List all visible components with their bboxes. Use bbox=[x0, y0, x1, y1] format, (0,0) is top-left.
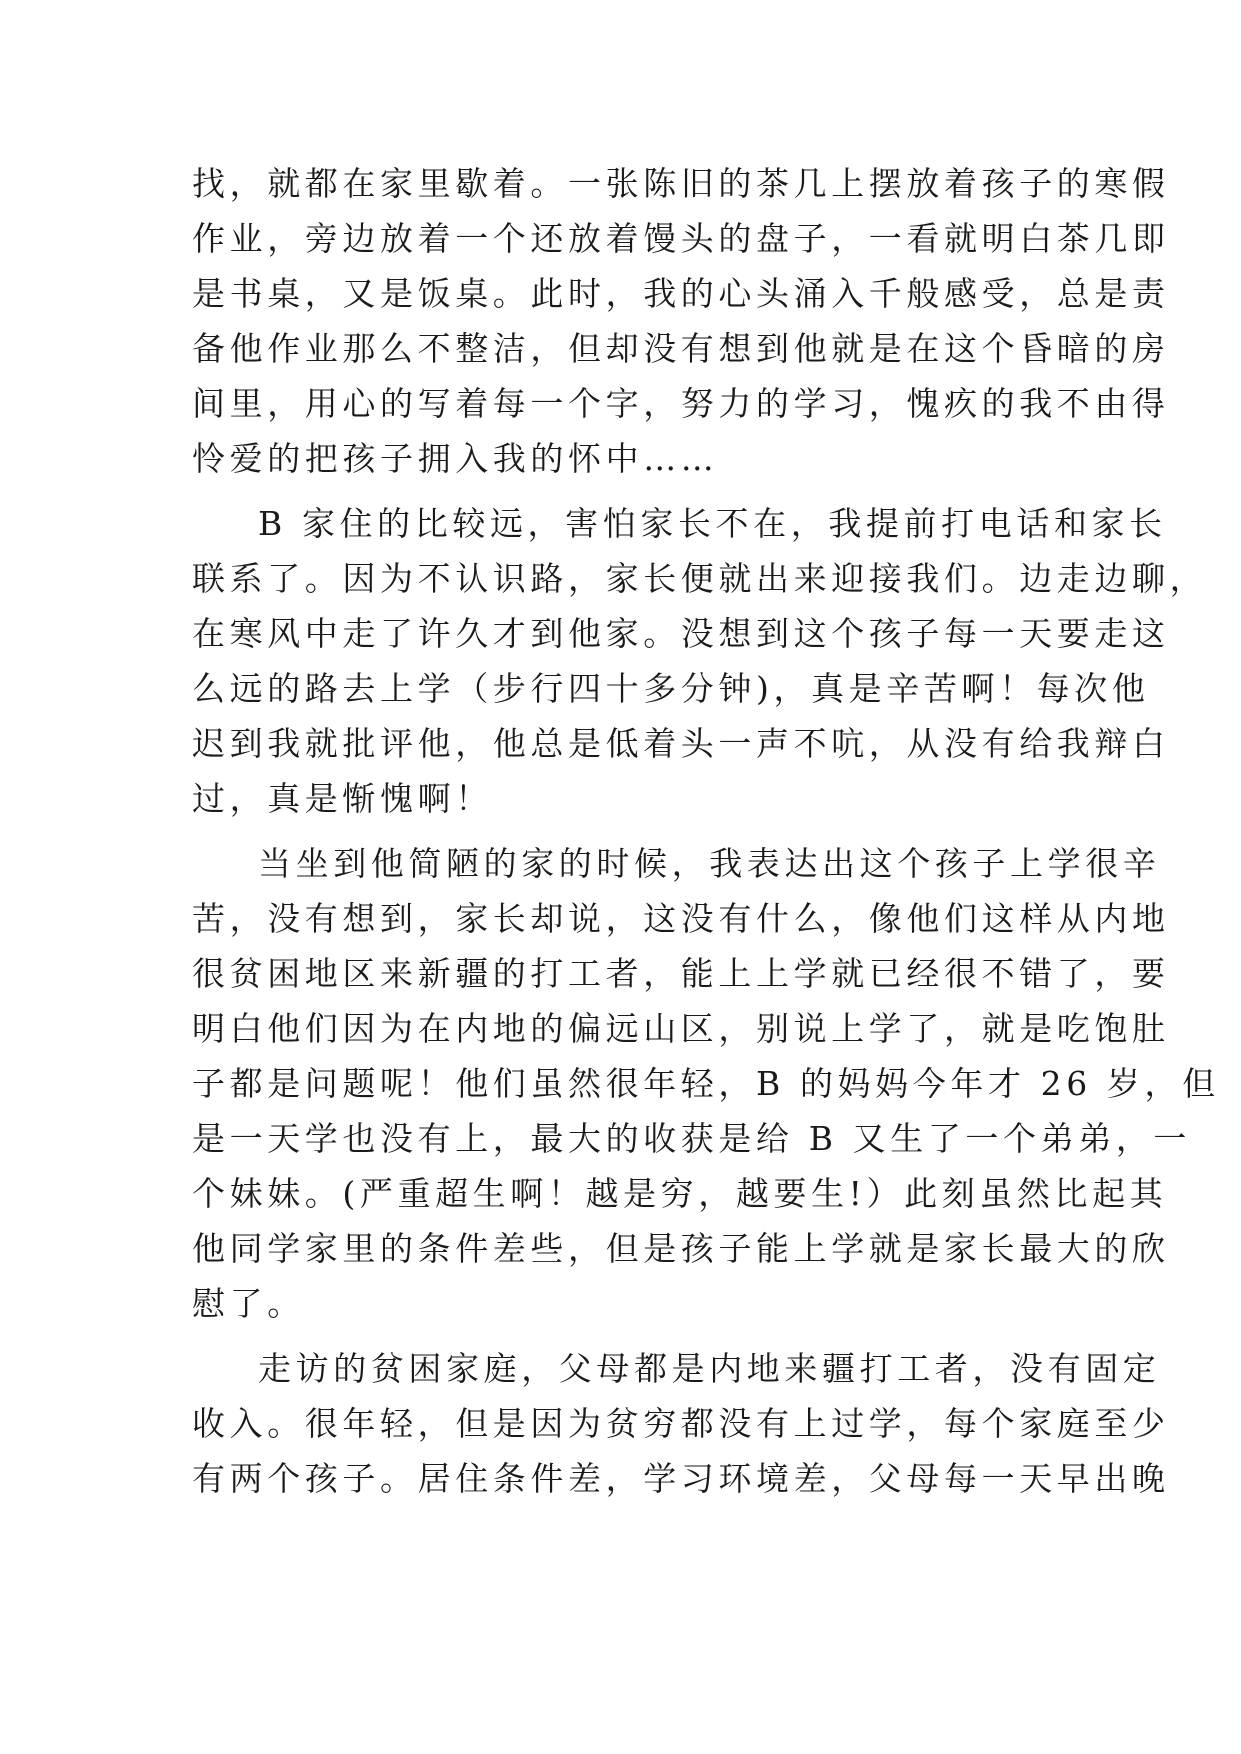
text-line: 过，真是惭愧啊！ bbox=[192, 779, 493, 818]
text-line: 明白他们因为在内地的偏远山区，别说上学了，就是吃饱肚 bbox=[192, 1009, 1170, 1048]
text-line: 间里，用心的写着每一个字，努力的学习，愧疚的我不由得 bbox=[192, 384, 1170, 423]
text-line: 当坐到他简陋的家的时候，我表达出这个孩子上学很辛 bbox=[258, 844, 1161, 883]
text-line: 么远的路去上学（步行四十多分钟)，真是辛苦啊！每次他 bbox=[192, 669, 1150, 708]
text-line: 他同学家里的条件差些，但是孩子能上学就是家长最大的欣 bbox=[192, 1229, 1170, 1268]
text-line: 在寒风中走了许久才到他家。没想到这个孩子每一天要走这 bbox=[192, 614, 1170, 653]
text-line: 是书桌，又是饭桌。此时，我的心头涌入千般感受，总是责 bbox=[192, 274, 1170, 313]
text-line: 备他作业那么不整洁，但却没有想到他就是在这个昏暗的房 bbox=[192, 329, 1170, 368]
text-line: 迟到我就批评他，他总是低着头一声不吭，从没有给我辩白 bbox=[192, 724, 1170, 763]
paragraph-3 bbox=[192, 836, 1220, 1331]
text-line: 联系了。因为不认识路，家长便就出来迎接我们。边走边聊， bbox=[192, 559, 1208, 598]
text-line: 很贫困地区来新疆的打工者，能上上学就已经很不错了，要 bbox=[192, 954, 1170, 993]
text-line: 苦，没有想到，家长却说，这没有什么，像他们这样从内地 bbox=[192, 899, 1170, 938]
text-line: B 家住的比较远，害怕家长不在，我提前打电话和家长 bbox=[258, 504, 1167, 543]
text-line: 收入。很年轻，但是因为贫穷都没有上过学，每个家庭至少 bbox=[192, 1404, 1170, 1443]
paragraph-1 bbox=[192, 156, 1170, 486]
text-line: 有两个孩子。居住条件差，学习环境差，父母每一天早出晚 bbox=[192, 1459, 1170, 1498]
text-line: 子都是问题呢！他们虽然很年轻，B 的妈妈今年才 26 岁，但 bbox=[192, 1064, 1220, 1103]
body-text bbox=[192, 156, 1220, 1516]
text-line: 怜爱的把孩子拥入我的怀中…… bbox=[192, 439, 719, 478]
text-line: 个妹妹。(严重超生啊！越是穷，越要生!）此刻虽然比起其 bbox=[192, 1174, 1168, 1213]
text-line: 找，就都在家里歇着。一张陈旧的茶几上摆放着孩子的寒假 bbox=[192, 164, 1170, 203]
text-line: 慰了。 bbox=[192, 1284, 305, 1323]
text-line: 作业，旁边放着一个还放着馒头的盘子，一看就明白茶几即 bbox=[192, 219, 1170, 258]
paragraph-4 bbox=[192, 1341, 1170, 1506]
text-line: 是一天学也没有上，最大的收获是给 B 又生了一个弟弟，一 bbox=[192, 1119, 1192, 1158]
text-line: 走访的贫困家庭，父母都是内地来疆打工者，没有固定 bbox=[258, 1349, 1161, 1388]
paragraph-2 bbox=[192, 496, 1208, 826]
